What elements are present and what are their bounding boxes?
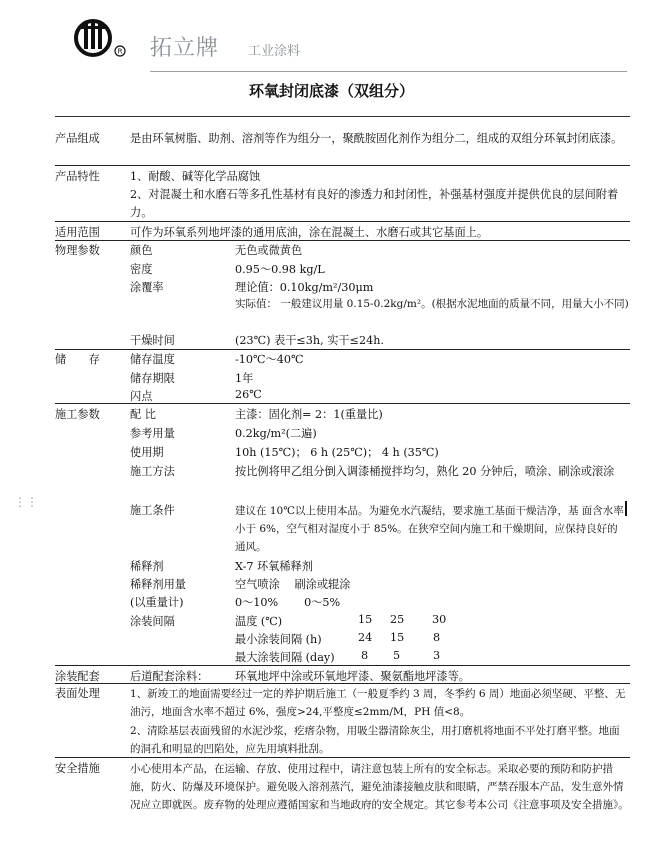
param-value: (23℃) 表干≤3h, 实干≤24h.: [235, 334, 384, 347]
param-label: 颜色: [130, 244, 153, 257]
title-divider: [55, 116, 630, 117]
section-label: 产品特性: [55, 170, 100, 183]
interval-temp-label: 温度 (℃): [235, 615, 283, 628]
interval-temp: 15: [358, 613, 373, 626]
param-label: 施工条件: [130, 504, 175, 517]
param-value: 实际值： 一般建议用量 0.15-0.2kg/m²。(根据水泥地面的质量不同，用量大小不同): [235, 298, 629, 310]
param-label: 稀释剂: [130, 560, 164, 573]
param-label: 储存期限: [130, 372, 175, 385]
param-value: 无色或微黄色: [235, 244, 303, 257]
interval-min: 8: [433, 631, 441, 644]
param-value: 建议在 10℃以上使用本品。为避免水汽凝结，要求施工基面干燥洁净，基 面含水率小于 6%，空气相对湿度小于 85%。在狭窄空间内施工和干燥期间，应保持良好的通风。: [235, 505, 624, 553]
page-title: 环氧封闭底漆（双组分）: [248, 82, 414, 100]
header-divider: [150, 71, 627, 72]
brand-subtitle: 工业涂料: [248, 44, 301, 59]
safety-text: 小心使用本产品，在运输、存放、使用过程中，请注意包装上所有的安全标志。采取必要的预防和防护措施，防火、防爆及环境保护。避免吸入溶剂蒸汽，避免油漆接触皮肤和眼睛，严禁吞服本产品，发生意外情况应立即就医。废弃物的处理应遵循国家和当地政府的安全规定。其它参考本公司《注意事项及安全措施》。: [130, 763, 629, 811]
interval-max: 8: [361, 649, 369, 662]
section-label: 施工参数: [55, 408, 100, 421]
surface-item: 1、新竣工的地面需要经过一定的养护期后施工（一般夏季约 3 周，冬季约 6 周）地面必须坚硬、平整、无油污，地面含水率不超过 6%，强度>24,平整度≤2mm/M，PH 值<8。: [130, 688, 626, 718]
section-label: 物理参数: [55, 244, 100, 257]
interval-max: 3: [433, 649, 441, 662]
drag-handle-icon[interactable]: ⋮⋮: [14, 495, 38, 509]
section-label: 产品组成: [55, 132, 100, 145]
interval-temp: 25: [390, 613, 405, 626]
param-value: 按比例将甲乙组分倒入调漆桶搅拌均匀，熟化 20 分钟后，喷涂、刷涂或滚涂: [235, 465, 615, 478]
param-value: 主漆：固化剂= 2：1(重量比): [235, 408, 383, 421]
matching-text: 环氧地坪中涂或环氧地坪漆、聚氨酯地坪漆等。: [235, 670, 470, 683]
section-label: 涂装配套: [55, 670, 100, 683]
param-value: 空气喷涂 刷涂或辊涂: [235, 578, 351, 591]
interval-min-label: 最小涂装间隔 (h): [235, 633, 322, 646]
row-divider: [55, 403, 630, 404]
section-label: 表面处理: [55, 687, 100, 700]
param-label: 涂覆率: [130, 281, 164, 294]
row-divider: [55, 349, 630, 350]
feature-item: 1、耐酸、碱等化学品腐蚀: [130, 170, 261, 183]
svg-text:R: R: [117, 47, 123, 56]
row-divider: [55, 165, 630, 166]
param-value: 10h (15℃)； 6 h (25℃)； 4 h (35℃): [235, 446, 439, 459]
feature-item: 2、对混凝土和水磨石等多孔性基材有良好的渗透力和封闭性，补强基材强度并提供优良的层间附着力。: [130, 188, 619, 219]
row-divider: [55, 240, 630, 241]
interval-max: 5: [393, 649, 401, 662]
row-divider: [55, 221, 630, 222]
param-label: 储存温度: [130, 353, 175, 366]
param-value: 0.2kg/m²(二遍): [235, 427, 317, 440]
param-label: 使用期: [130, 446, 164, 459]
param-value: X-7 环氧稀释剂: [235, 560, 313, 573]
param-label: 参考用量: [130, 427, 175, 440]
param-value: 理论值：0.10kg/m²/30μm: [235, 281, 374, 294]
param-label: 稀释剂用量: [130, 578, 186, 591]
param-label: 涂装间隔: [130, 615, 175, 628]
param-label: (以重量计): [130, 596, 184, 609]
section-label: 安全措施: [55, 762, 100, 775]
surface-item: 2、清除基层表面残留的水泥沙浆，疙瘩杂物，用吸尘器清除灰尘，用打磨机将地面不平处打磨平整。地面的洞孔和明显的凹陷处，应先用填料批刮。: [130, 725, 620, 755]
row-divider: [55, 757, 630, 758]
param-value: 0～10% 0～5%: [235, 596, 341, 609]
text-cursor: [625, 501, 627, 516]
row-divider: [55, 665, 630, 666]
param-value: 1年: [235, 372, 254, 385]
param-label: 闪点: [130, 390, 153, 403]
param-label: 干燥时间: [130, 334, 175, 347]
section-label: 储 存: [55, 353, 100, 366]
param-value: -10℃～40℃: [235, 353, 304, 366]
interval-temp: 30: [432, 613, 447, 626]
brand-name: 拓立牌: [150, 36, 220, 61]
scope-text: 可作为环氧系列地坪漆的通用底油，涂在混凝土、水磨石或其它基面上。: [130, 226, 489, 239]
param-value: 0.95～0.98 kg/L: [235, 263, 325, 276]
row-divider: [55, 683, 630, 684]
interval-min: 24: [358, 631, 373, 644]
interval-min: 15: [390, 631, 405, 644]
param-label: 施工方法: [130, 465, 175, 478]
section-label: 适用范围: [55, 226, 100, 239]
interval-max-label: 最大涂装间隔 (day): [235, 651, 335, 664]
param-label: 密度: [130, 263, 153, 276]
brand-logo-icon: [72, 18, 130, 58]
composition-text: 是由环氧树脂、助剂、溶剂等作为组分一，聚酰胺固化剂作为组分二，组成的双组分环氧封闭底漆。: [130, 132, 623, 145]
param-label: 配 比: [130, 408, 156, 421]
matching-label: 后道配套涂料：: [130, 670, 209, 683]
param-value: 26℃: [235, 388, 262, 401]
